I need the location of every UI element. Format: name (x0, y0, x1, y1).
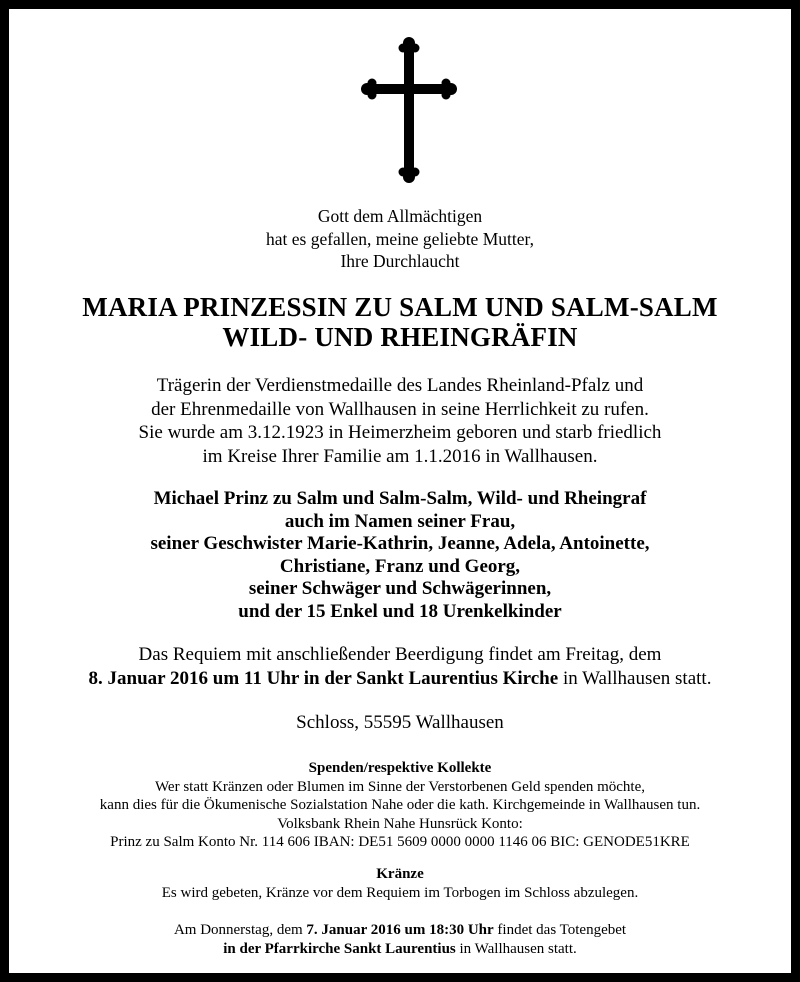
wreaths-line: Es wird gebeten, Kränze vor dem Requiem im Torbogen im Schloss abzulegen. (161, 884, 639, 901)
wreaths-section (9, 865, 791, 902)
donations-line: kann dies für die Ökumenische Sozialstation Nahe oder die kath. Kirchgemeinde in Wallhausen tun. (99, 797, 701, 813)
prayer-line (9, 921, 791, 940)
donations-line: Volksbank Rhein Nahe Hunsrück Konto: (277, 815, 523, 832)
bank-details: Prinz zu Salm Konto Nr. 114 606 IBAN: DE51 5609 0000 0000 1146 06 BIC: GENODE51KRE (110, 834, 690, 850)
mourner-line: seiner Schwäger und Schwägerinnen, (248, 578, 552, 600)
prayer-date: 7. Januar 2016 um 18:30 Uhr (306, 922, 494, 938)
intro-line: hat es gefallen, meine geliebte Mutter, (265, 228, 534, 249)
prayer-intro: Am Donnerstag, dem (173, 922, 307, 938)
donations-heading: Spenden/respektive Kollekte (308, 760, 492, 776)
deceased-title-line: WILD- UND RHEINGRÄFIN (222, 322, 578, 352)
prayer-info (9, 921, 791, 959)
donations-line: Wer statt Kränzen oder Blumen im Sinne der Verstorbenen Geld spenden möchte, (154, 778, 646, 795)
mourner-line: seiner Geschwister Marie-Kathrin, Jeanne, Adela, Antoinette, (150, 533, 650, 555)
requiem-place: in Wallhausen statt. (558, 668, 712, 689)
mourners (9, 488, 791, 624)
requiem-line: Das Requiem mit anschließender Beerdigung findet am Freitag, dem (138, 644, 662, 665)
deceased-name (9, 292, 791, 352)
requiem-info (9, 643, 791, 691)
donations-section (9, 759, 791, 852)
intro-line: Ihre Durchlaucht (340, 251, 460, 271)
mourner-line: auch im Namen seiner Frau, (284, 510, 516, 532)
mourner-line: Christiane, Franz und Georg, (279, 555, 521, 577)
prayer-text: findet das Totengebet (493, 922, 627, 938)
bio-line: der Ehrenmedaille von Wallhausen in seine Herrlichkeit zu rufen. (151, 398, 649, 420)
mourner-line: Michael Prinz zu Salm und Salm-Salm, Wild- und Rheingraf (153, 488, 647, 509)
requiem-date: 8. Januar 2016 um 11 Uhr in der Sankt Laurentius Kirche (88, 668, 559, 689)
mourner-line: und der 15 Enkel und 18 Urenkelkinder (238, 600, 562, 622)
bio-line: Trägerin der Verdienstmedaille des Landes Rheinland-Pfalz und (156, 375, 644, 396)
biography (9, 374, 791, 468)
requiem-line (9, 667, 791, 691)
prayer-place: in Wallhausen statt. (455, 941, 577, 957)
wreaths-heading: Kränze (376, 866, 424, 882)
address-line: Schloss, 55595 Wallhausen (296, 712, 504, 733)
bio-line: im Kreise Ihrer Familie am 1.1.2016 in Wallhausen. (202, 445, 598, 467)
cross-icon (359, 35, 459, 185)
deceased-name-line: MARIA PRINZESSIN ZU SALM UND SALM-SALM (82, 292, 718, 322)
address (9, 711, 791, 735)
bio-line: Sie wurde am 3.12.1923 in Heimerzheim geboren und starb friedlich (138, 422, 662, 443)
intro-text (9, 205, 791, 273)
prayer-church: in der Pfarrkirche Sankt Laurentius (223, 941, 456, 957)
prayer-line (9, 940, 791, 959)
intro-line: Gott dem Allmächtigen (317, 206, 483, 226)
